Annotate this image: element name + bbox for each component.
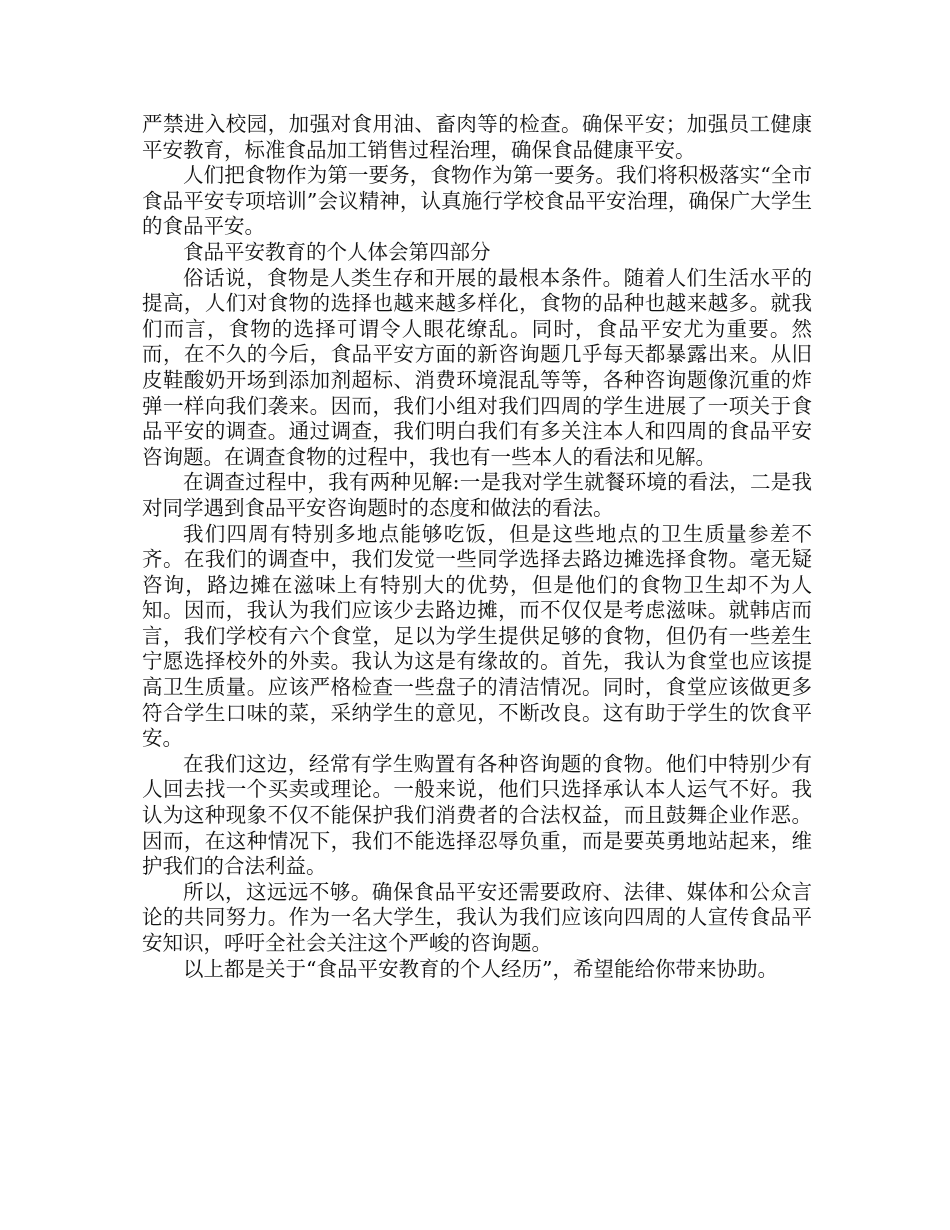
paragraph-closing: 以上都是关于“食品平安教育的个人经历”，希望能给你带来协助。 — [183, 956, 778, 981]
paragraph-continued: 严禁进入校园，加强对食用油、畜肉等的检查。确保平安；加强员工健康平安教育，标准食品加工销售过程治理，确保食品健康平安。 — [142, 112, 812, 162]
paragraph: 俗话说，食物是人类生存和开展的最根本条件。随着人们生活水平的提高，人们对食物的选择也越来越多样化，食物的品种也越来越多。就我们而言，食物的选择可谓令人眼花缭乱。同时，食品平安尤为重要。然而，在不久的今后，食品平安方面的新咨询题几乎每天都暴露出来。从旧皮鞋酸奶开场到添加剂超标、消费环境混乱等等，各种咨询题像沉重的炸弹一样向我们袭来。因而，我们小组对我们四周的学生进展了一项关于食品平安的调查。通过调查，我们明白我们有多关注本人和四周的食品平安咨询题。在调查食物的过程中，我也有一些本人的看法和见解。 — [142, 265, 812, 469]
paragraph: 我们四周有特别多地点能够吃饭，但是这些地点的卫生质量参差不齐。在我们的调查中，我们发觉一些同学选择去路边摊选择食物。毫无疑咨询，路边摊在滋味上有特别大的优势，但是他们的食物卫生却不为人知。因而，我认为我们应该少去路边摊，而不仅仅是考虑滋味。就韩店而言，我们学校有六个食堂，足以为学生提供足够的食物，但仍有一些差生宁愿选择校外的外卖。我认为这是有缘故的。首先，我认为食堂也应该提高卫生质量。应该严格检查一些盘子的清洁情况。同时，食堂应该做更多符合学生口味的菜，采纳学生的意见，不断改良。这有助于学生的饮食平安。 — [142, 521, 812, 751]
paragraph: 人们把食物作为第一要务，食物作为第一要务。我们将积极落实“全市食品平安专项培训”会议精神，认真施行学校食品平安治理，确保广大学生的食品平安。 — [142, 163, 812, 239]
paragraph: 在调查过程中，我有两种见解:一是我对学生就餐环境的看法，二是我对同学遇到食品平安咨询题时的态度和做法的看法。 — [142, 470, 812, 520]
paragraph: 所以，这远远不够。确保食品平安还需要政府、法律、媒体和公众言论的共同努力。作为一名大学生，我认为我们应该向四周的人宣传食品平安知识，呼吁全社会关注这个严峻的咨询题。 — [142, 879, 812, 955]
document-page — [142, 112, 812, 982]
paragraph: 在我们这边，经常有学生购置有各种咨询题的食物。他们中特别少有人回去找一个买卖或理论。一般来说，他们只选择承认本人运气不好。我认为这种现象不仅不能保护我们消费者的合法权益，而且鼓舞企业作恶。因而，在这种情况下，我们不能选择忍辱负重，而是要英勇地站起来，维护我们的合法利益。 — [142, 751, 812, 879]
section-heading: 食品平安教育的个人体会第四部分 — [183, 239, 491, 264]
